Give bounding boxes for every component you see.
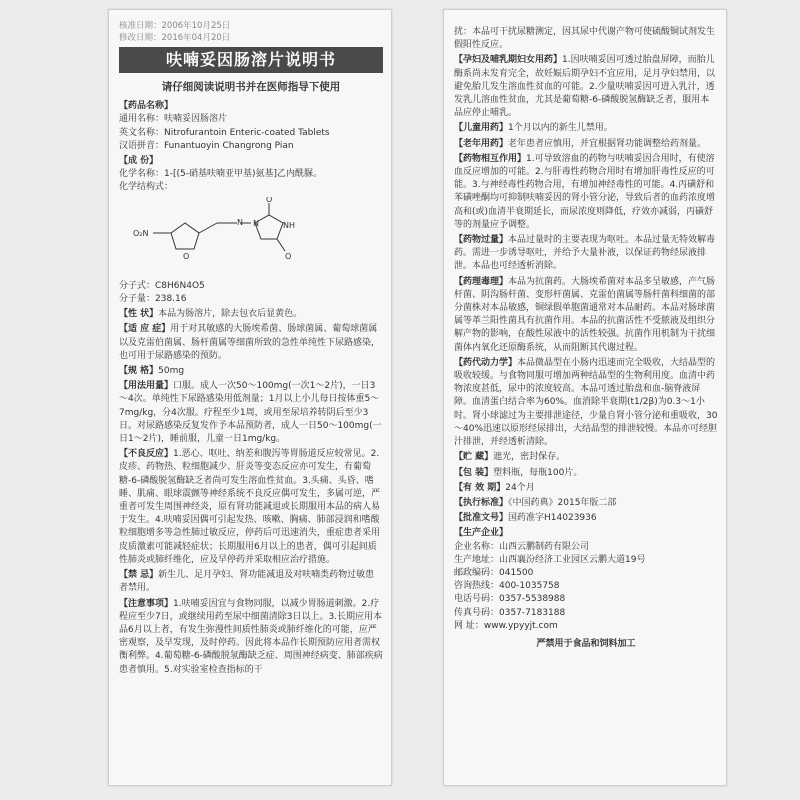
leaflet-panel-right xyxy=(443,9,727,786)
section-pharmacology: 【药理毒理】本品为抗菌药。大肠埃希菌对本品多呈敏感，产气肠杆菌、阴沟肠杆菌、变形杆菌属、克雷伯菌属等肠杆菌科细菌的部分菌株对本品敏感，铜绿假单胞菌通常对本品耐药。本品对肠球菌属等革兰阳性菌具有抗菌作用。本品的抗菌活性不受脓液及组织分解产物的影响，在酸性尿液中的活性较强。抗菌作用机制为干扰细菌体内氧化还原酶系统，从而阻断其代谢过程。 xyxy=(454,276,716,353)
section-header: 【生产企业】 xyxy=(454,528,509,539)
section-standard: 【执行标准】《中国药典》2015年版二部 xyxy=(454,497,617,508)
section-approval-number: 【批准文号】国药准字H14023936 xyxy=(454,513,597,524)
fax-number: 传真号码：0357-7183188 xyxy=(454,607,566,618)
svg-text:O₂N: O₂N xyxy=(133,228,149,238)
section-package: 【包 装】塑料瓶，每瓶100片。 xyxy=(454,467,583,478)
section-pregnancy: 【孕妇及哺乳期妇女用药】1.因呋喃妥因可透过胎盘屏障，而胎儿酶系尚未发育完全，故妊娠后期孕妇不宜应用，足月孕妇禁用，以避免胎儿发生溶血性贫血的可能。2.少量呋喃妥因可进入乳汁，透发乳儿溶血性贫血，尤其是葡萄糖-6-磷酸脱氢酶缺乏者，服用本品应停止哺乳。 xyxy=(454,55,716,119)
section-specification: 【规 格】50mg xyxy=(119,366,185,377)
hotline: 咨询热线：400-1035758 xyxy=(454,581,560,592)
molecular-weight: 分子量：238.16 xyxy=(119,294,187,305)
section-dosage: 【用法用量】口服。成人一次50～100mg(一次1～2片)，一日3～4次。单纯性下尿路感染用低剂量；1月以上小儿每日按体重5～7mg/kg，分4次服。疗程至少1周，或用至尿培养转阴后至少3日。对尿路感染反复发作予本品预防者，成人一日50～100mg(一日1～2片)，睡前服，儿童一日1mg/kg。 xyxy=(119,381,382,445)
section-indications: 【适 应 症】用于对其敏感的大肠埃希菌、肠球菌属、葡萄球菌属以及克雷伯菌属、肠杆菌属等细菌所致的急性单纯性下尿路感染，也可用于尿路感染的预防。 xyxy=(119,324,381,361)
company-name: 企业名称：山西云鹏制药有限公司 xyxy=(454,541,590,552)
section-composition xyxy=(119,155,383,306)
section-header: 【药品名称】 xyxy=(119,101,174,112)
chemical-structure-diagram xyxy=(119,197,319,273)
svg-text:O: O xyxy=(266,196,273,204)
svg-text:NH: NH xyxy=(283,220,295,230)
prohibition-note: 严禁用于食品和饲料加工 xyxy=(536,638,636,649)
svg-text:N: N xyxy=(237,217,243,227)
approval-date: 核准日期：2006年10月25日 xyxy=(119,21,231,31)
section-appearance: 【性 状】本品为肠溶片，除去包衣后显黄色。 xyxy=(119,309,303,320)
section-precautions: 【注意事项】1.呋喃妥因宜与食物同服，以减少胃肠道刺激。2.疗程应至少7日，或继续用药至尿中细菌清除3日以上。3.长期应用本品6月以上者，有发生弥漫性间质性肺炎或肺纤维化的可能，应严密观察，及早发现，及时停药。因此将本品作长期预防应用者需权衡利弊。4.葡萄糖-6-磷酸脱氢酶缺乏症、周围神经病变、肺部疾病患者慎用。5.对实验室检查指标的干 xyxy=(119,598,383,675)
section-contraindications: 【禁 忌】新生儿、足月孕妇、肾功能减退及对呋喃类药物过敏患者禁用。 xyxy=(119,570,375,594)
svg-text:N: N xyxy=(253,218,259,228)
phone-number: 电话号码：0357-5538988 xyxy=(454,594,566,605)
precautions-continued: 扰：本品可干扰尿糖测定，因其尿中代谢产物可使硫酸铜试剂发生假阳性反应。 xyxy=(454,27,716,51)
molecular-formula: 分子式：C8H6N4O5 xyxy=(119,280,205,291)
section-pharmacokinetics: 【药代动力学】本品微晶型在小肠内迅速而完全吸收，大结晶型的吸收较缓。与食物同服可增加两种结晶型的生物利用度。血清中药物浓度甚低，尿中的浓度较高。本品可透过胎盘和血-脑脊液屏障。血清蛋白结合率为60%。血消除半衰期(t1/2β)为0.3～1小时。肾小球滤过为主要排泄途径，少量自肾小管分泌和重吸收，30～40%迅速以原形经尿排出，大结晶型的排泄较慢。本品亦可经胆汁排泄，并经透析清除。 xyxy=(454,357,718,448)
svg-text:O: O xyxy=(285,251,292,261)
leaflet-panel-left xyxy=(108,9,392,786)
section-storage: 【贮 藏】遮光，密封保存。 xyxy=(454,452,566,463)
revision-date: 修改日期：2016年04月20日 xyxy=(119,33,231,43)
section-adverse-reactions: 【不良反应】1.恶心、呕吐、纳差和腹泻等胃肠道反应较常见。2.皮疹、药物热、粒细胞减少、肝炎等变态反应亦可发生，有葡萄糖-6-磷酸脱氢酶缺乏者尚可发生溶血性贫血。3.头痛、头昏、嗜睡、肌痛、眼球震颤等神经系统不良反应偶可发生，多属可逆，严重者可发生周围神经炎，原有肾功能减退或长期服用本品的病人易于发生。4.呋喃妥因偶可引起发热、咳嗽、胸痛、肺部浸润和嗜酸粒细胞增多等急性肺过敏反应，停药后可迅速消失，重症患者采用皮质激素可能减轻症状；长期服用6月以上的患者，偶可引起间质性肺炎或肺纤维化，应及早停药并采取相应治疗措施。 xyxy=(119,449,381,565)
section-header: 【成 份】 xyxy=(119,156,159,167)
section-interactions: 【药物相互作用】1.可导致溶血的药物与呋喃妥因合用时，有使溶血反应增加的可能。2.与肝毒性药物合用时有增加肝毒性反应的可能。3.与神经毒性药物合用，有增加神经毒性的可能。4.丙磺舒和苯磺唑酮均可抑制呋喃妥因的肾小管分泌，导致后者的血药浓度增高和(或)血清半衰期延长，而尿浓度则降低，疗效亦减弱，丙磺舒等的剂量应予调整。 xyxy=(454,153,716,230)
pinyin-name: 汉语拼音：Funantuoyin Changrong Pian xyxy=(119,140,294,151)
section-drug-name xyxy=(119,100,383,153)
postal-code: 邮政编码：041500 xyxy=(454,567,534,578)
section-overdose: 【药物过量】本品过量时的主要表现为呕吐。本品过量无特效解毒药。需进一步诱导呕吐，并给予大量补液，以保证药物经尿液排泄。本品也可经透析消除。 xyxy=(454,235,716,272)
generic-name: 通用名称：呋喃妥因肠溶片 xyxy=(119,114,228,125)
english-name: 英文名称：Nitrofurantoin Enteric-coated Tablets xyxy=(119,127,330,138)
section-expiry: 【有 效 期】24个月 xyxy=(454,482,535,493)
website: 网 址：www.ypyyjt.com xyxy=(454,620,558,631)
structure-label: 化学结构式： xyxy=(119,182,174,193)
svg-text:O: O xyxy=(183,251,190,261)
section-children: 【儿童用药】1个月以内的新生儿禁用。 xyxy=(454,123,613,134)
section-manufacturer xyxy=(454,527,718,633)
chemical-name: 化学名称：1-[(5-硝基呋喃亚甲基)氨基]乙内酰脲。 xyxy=(119,169,322,180)
document-title: 呋喃妥因肠溶片说明书 xyxy=(119,47,383,73)
reading-instruction: 请仔细阅读说明书并在医师指导下使用 xyxy=(161,81,341,93)
section-elderly: 【老年用药】老年患者应慎用，并宜根据肾功能调整给药剂量。 xyxy=(454,138,707,149)
production-address: 生产地址：山西襄汾经济工业园区云鹏大道19号 xyxy=(454,554,646,565)
